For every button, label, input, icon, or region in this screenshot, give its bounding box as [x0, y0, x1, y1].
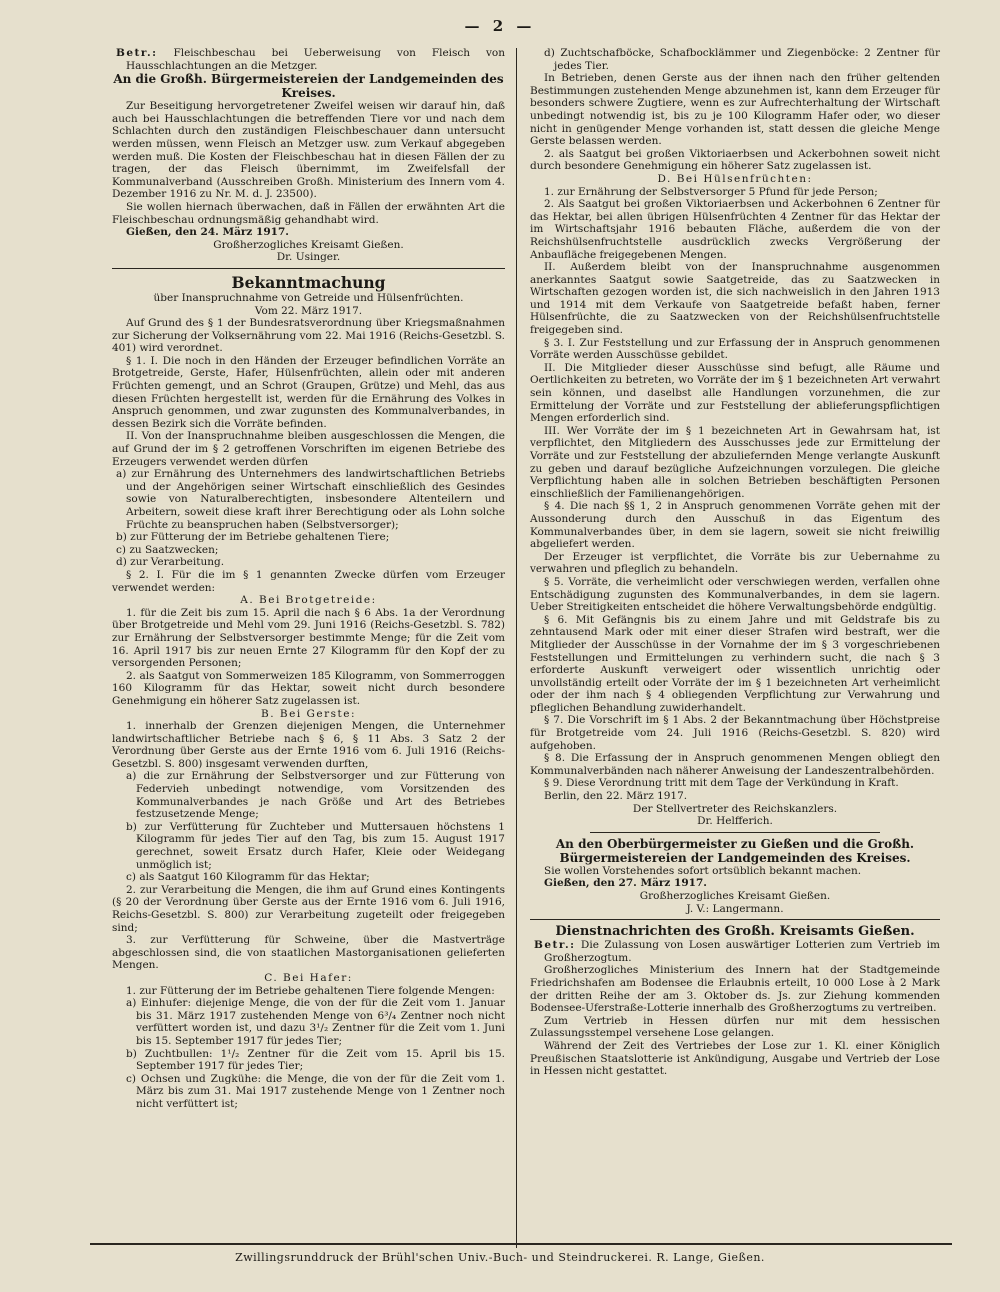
law-paragraph: § 1. I. Die noch in den Händen der Erzeuger befindlichen Vorräte an Brotgetreide, Gerste, Hafer, Hülsenfrüchten, allein oder mit anderen Früchten gemengt, und an Schrot (Graupen, Grütze) und Mehl, das aus diesen Früchten hergestellt ist, werden für die Ernährung des Volkes in Anspruch genommen, und zwar zugunsten des Kommunalverbandes, in dessen Bezirk sich die Vorräte befinden.: [112, 354, 505, 430]
section-divider: [530, 919, 940, 920]
section-divider: [112, 268, 505, 269]
law-paragraph: § 6. Mit Gefängnis bis zu einem Jahre und mit Geldstrafe bis zu zehntausend Mark oder mit einer dieser Strafen wird bestraft, wer die Mitglieder der Ausschüsse in der Vornahme der im § 3 vorgeschriebenen Feststellungen und Ermittelungen zu verhindern sucht, die nach § 3 erforderte Auskunft verweigert oder wissentlich unrichtig oder unvollständig erteilt oder Vorräte der im § 1 bezeichneten Art verheimlicht oder der ihm nach § 4 obliegenden Verpflichtung zur Verwahrung und pfleglichen Behandlung zuwiderhandelt.: [530, 613, 940, 714]
notice-paragraph: Während der Zeit des Vertriebes der Lose zur 1. Kl. einer Königlich Preußischen Staatslotterie ist Ankündigung, Ausgabe und Vertrieb der Lose in Hessen nicht gestattet.: [530, 1039, 940, 1078]
law-paragraph: 2. Als Saatgut bei großen Viktoriaerbsen und Ackerbohnen 6 Zentner für das Hektar, bei allen übrigen Hülsenfrüchten 4 Zentner für das Hektar der im Wirtschaftsjahr 1916 bebauten Fläche, außerdem die von der Reichshülsenfruchtstelle ausdrücklich zwecks Vergrößerung der Anbaufläche freigegebenen Mengen.: [530, 198, 940, 261]
right-column: [530, 47, 940, 1078]
law-item: c) Ochsen und Zugkühe: die Menge, die von der für die Zeit vom 1. März bis zum 31. Mai 1917 zustehende Menge von 1 Zentner noch nicht verfüttert ist;: [126, 1072, 505, 1110]
betr-line: [112, 47, 505, 72]
bekanntmachung-subtitle: über Inanspruchnahme von Getreide und Hülsenfrüchten.: [153, 291, 464, 304]
law-paragraph: § 7. Die Vorschrift im § 1 Abs. 2 der Bekanntmachung über Höchstpreise für Brotgetreide vom 24. Juli 1916 (Reichs-Gesetzbl. S. 820) wird aufgehoben.: [530, 714, 940, 752]
dienstnachrichten-heading: Dienstnachrichten des Großh. Kreisamts Gießen.: [555, 924, 915, 940]
law-item: d) Zuchtschafböcke, Schafbocklämmer und Ziegenböcke: 2 Zentner für jedes Tier.: [544, 47, 940, 72]
column-divider: [516, 48, 517, 1248]
law-item: a) Einhufer: diejenige Menge, die von der für die Zeit vom 1. Januar bis 31. März 1917 zustehenden Menge von 6³/₄ Zentner noch nicht verfüttert worden ist, und dazu 3¹/₂ Zentner für die Zeit vom 1. Juni bis 15. September 1917 für jedes Tier;: [126, 997, 505, 1047]
law-paragraph: § 8. Die Erfassung der in Anspruch genommenen Mengen obliegt den Kommunalverbänden nach näherer Anweisung der Landeszentralbehörden.: [530, 752, 940, 777]
betr-label: Betr.:: [534, 939, 576, 952]
law-item: c) als Saatgut 160 Kilogramm für das Hektar;: [126, 871, 370, 884]
law-paragraph: Der Erzeuger ist verpflichtet, die Vorräte bis zur Uebernahme zu verwahren und pfleglich zu behandeln.: [530, 550, 940, 576]
law-paragraph: § 5. Vorräte, die verheimlicht oder verschwiegen werden, verfallen ohne Entschädigung zugunsten des Kommunalverbandes, in dem sie lagern. Ueber Streitigkeiten entscheidet die höhere Verwaltungsbehörde endgültig.: [530, 575, 940, 614]
section-divider: [590, 832, 880, 833]
section-heading: C. Bei Hafer:: [264, 971, 353, 984]
page-number: — 2 —: [464, 17, 536, 35]
notice-paragraph: Zum Vertrieb in Hessen dürfen nur mit dem hessischen Zulassungsstempel versehene Lose gelangen.: [530, 1014, 940, 1040]
footer-divider: [90, 1243, 952, 1245]
law-paragraph: 1. zur Ernährung der Selbstversorger 5 Pfund für jede Person;: [544, 185, 878, 198]
law-item: b) zur Verfütterung für Zuchteber und Muttersauen höchstens 1 Kilogramm für jedes Tier auf den Tag, bis zum 15. August 1917 gerechnet, soweit Ersatz durch Hafer, Kleie oder Weidegang unmöglich ist;: [126, 820, 505, 871]
betr-label: Betr.:: [116, 47, 158, 59]
law-item: b) Zuchtbullen: 1¹/₂ Zentner für die Zeit vom 15. April bis 15. September 1917 für jedes Tier;: [126, 1047, 505, 1073]
law-paragraph: II. Von der Inanspruchnahme bleiben ausgeschlossen die Mengen, die auf Grund der im § 2 getroffenen Vorschriften im eigenen Betriebe des Erzeugers verwendet werden dürfen: [112, 430, 505, 468]
law-paragraph: 2. zur Verarbeitung die Mengen, die ihm auf Grund eines Kontingents (§ 20 der Verordnung über Gerste aus der Ernte 1916 vom 6. Juli 1916, Reichs-Gesetzbl. S. 800) zur Verarbeitung zugeteilt oder freigegeben sind;: [112, 883, 505, 934]
law-paragraph: III. Wer Vorräte der im § 1 bezeichneten Art in Gewahrsam hat, ist verpflichtet, den Mitgliedern des Ausschusses jede zur Ermittelung der Vorräte und zur Feststellung der abzuliefernden Menge verlangte Auskunft zu geben und darauf bezügliche Aufzeichnungen vorzulegen. Die gleiche Verpflichtung haben alle in solchen Betrieben beschäftigten Personen einschließlich der Familienangehörigen.: [530, 424, 940, 500]
bekanntmachung-date: Vom 22. März 1917.: [254, 304, 363, 317]
signature-authority: Großherzogliches Kreisamt Gießen.: [213, 238, 404, 251]
law-paragraph: Auf Grund des § 1 der Bundesratsverordnung über Kriegsmaßnahmen zur Sicherung der Volksernährung vom 22. Mai 1916 (Reichs-Gesetzbl. S. 401) wird verordnet.: [112, 317, 505, 355]
signature-name: Dr. Usinger.: [276, 251, 341, 264]
law-paragraph: 3. zur Verfütterung für Schweine, über die Mastverträge abgeschlossen sind, die von staatlichen Mastorganisationen gelieferten Mengen.: [112, 934, 505, 972]
law-paragraph: § 3. I. Zur Feststellung und zur Erfassung der in Anspruch genommenen Vorräte werden Ausschüsse gebildet.: [530, 336, 940, 362]
notice-paragraph: Sie wollen Vorstehendes sofort ortsüblich bekannt machen.: [544, 864, 862, 877]
notice-paragraph: Sie wollen hiernach überwachen, daß in Fällen der erwähnten Art die Fleischbeschau ordnungsmäßig gehandhabt wird.: [112, 200, 505, 226]
signature-name: J. V.: Langermann.: [686, 902, 784, 915]
date-line: Gießen, den 27. März 1917.: [544, 877, 707, 890]
bekanntmachung-title: Bekanntmachung: [231, 272, 386, 292]
law-paragraph: § 4. Die nach §§ 1, 2 in Anspruch genommenen Vorräte gehen mit der Aussonderung durch den Ausschuß in das Eigentum des Kommunalverbandes über, in dem sie lagern, soweit sie nicht freiwillig abgeliefert werden.: [530, 500, 940, 551]
law-paragraph: 1. innerhalb der Grenzen diejenigen Mengen, die Unternehmer landwirtschaftlicher Betriebe nach § 6, § 11 Abs. 3 Satz 2 der Verordnung über Gerste aus der Ernte 1916 vom 6. Juli 1916 (Reichs-Gesetzbl. S. 800) insgesamt verwenden durften,: [112, 720, 505, 770]
addressee-heading: An die Großh. Bürgermeistereien der Landgemeinden des Kreises.: [113, 72, 504, 101]
law-item: b) zur Fütterung der im Betriebe gehaltenen Tiere;: [116, 531, 390, 544]
addressee-heading: An den Oberbürgermeister zu Gießen und die Großh. Bürgermeistereien der Landgemeinden des Kreises.: [555, 836, 915, 865]
section-heading: A. Bei Brotgetreide:: [240, 594, 377, 607]
date-line: Berlin, den 22. März 1917.: [544, 790, 688, 803]
law-item: a) die zur Ernährung der Selbstversorger und zur Fütterung von Federvieh unbedingt notwendige, vom Vorsitzenden des Kommunalverbandes je nach Größe und Art des Betriebes festzusetzende Menge;: [126, 770, 505, 821]
law-item: a) zur Ernährung des Unternehmers des landwirtschaftlichen Betriebs und der Angehörigen seiner Wirtschaft einschließlich des Gesindes sowie von Naturalberechtigten, insbesondere Altenteilern und Arbeitern, soweit diese kraft ihrer Berechtigung oder als Lohn solche Früchte zu beanspruchen haben (Selbstversorger);: [116, 468, 505, 531]
betr-line: [530, 939, 940, 964]
law-paragraph: 2. als Saatgut bei großen Viktoriaerbsen und Ackerbohnen soweit nicht durch besondere Genehmigung ein höherer Satz zugelassen ist.: [530, 147, 940, 173]
law-item: d) zur Verarbeitung.: [116, 556, 225, 569]
printer-imprint: Zwillingsrunddruck der Brühl'schen Univ.-Buch- und Steindruckerei. R. Lange, Gießen.: [235, 1251, 765, 1264]
section-heading: D. Bei Hülsenfrüchten:: [657, 172, 813, 185]
notice-paragraph: Großherzogliches Ministerium des Innern hat der Stadtgemeinde Friedrichshafen am Bodensee die Erlaubnis erteilt, 10 000 Lose à 2 Mark der dritten Reihe der am 3. Oktober ds. Js. zur Ziehung kommenden Bodensee-Uferstraße-Lotterie innerhalb des Großherzogtums zu vertreiben.: [530, 964, 940, 1015]
law-paragraph: 1. zur Fütterung der im Betriebe gehaltenen Tiere folgende Mengen:: [126, 984, 495, 997]
section-heading: B. Bei Gerste:: [261, 707, 356, 720]
signature-authority: Großherzogliches Kreisamt Gießen.: [639, 890, 831, 902]
law-paragraph: II. Die Mitglieder dieser Ausschüsse sind befugt, alle Räume und Oertlichkeiten zu betreten, wo Vorräte der im § 1 bezeichneten Art verwahrt sein können, und daselbst alle Handlungen vorzunehmen, die zur Ermittelung der Vorräte und zur Feststellung der ablieferungspflichtigen Mengen erforderlich sind.: [530, 361, 940, 425]
left-column: [112, 47, 505, 1111]
notice-paragraph: Zur Beseitigung hervorgetretener Zweifel weisen wir darauf hin, daß auch bei Hausschlachtungen die betreffenden Tiere vor und nach dem Schlachten durch den zuständigen Fleischbeschauer dann untersucht werden müssen, wenn Fleisch an Metzger usw. zum Verkauf abgegeben werden muß. Die Kosten der Fleischbeschau hat in diesen Fällen der zu tragen, der das Fleisch übernimmt, im Zweifelsfall der Kommunalverband (Ausschreiben Großh. Ministerium des Innern vom 4. Dezember 1916 zu Nr. M. d. J. 23500).: [112, 100, 505, 201]
law-item: c) zu Saatzwecken;: [116, 543, 219, 556]
signature-name: Dr. Helfferich.: [697, 815, 773, 828]
betr-text: Die Zulassung von Losen auswärtiger Lotterien zum Vertrieb im Großherzogtum.: [544, 939, 940, 964]
law-paragraph: § 9. Diese Verordnung tritt mit dem Tage der Verkündung in Kraft.: [544, 777, 899, 790]
law-paragraph: 1. für die Zeit bis zum 15. April die nach § 6 Abs. 1a der Verordnung über Brotgetreide und Mehl vom 29. Juni 1916 (Reichs-Gesetzbl. S. 782) zur Ernährung der Selbstversorger bestimmte Menge; für die Zeit vom 16. April 1917 bis zur neuen Ernte 27 Kilogramm für den Kopf der zu versorgenden Personen;: [112, 606, 505, 670]
signature-authority: Der Stellvertreter des Reichskanzlers.: [632, 802, 838, 815]
law-paragraph: II. Außerdem bleibt von der Inanspruchnahme ausgenommen anerkanntes Saatgut sowie Saatgetreide, das zu Saatzwecken in Wirtschaften gezogen worden ist, die sich nachweislich in den Jahren 1913 und 1914 mit dem Verkaufe von Saatgetreide befaßt haben, ferner Hülsenfrüchte, die zu Saatzwecken von der Reichshülsenfruchtstelle freigegeben sind.: [530, 261, 940, 337]
law-paragraph: § 2. I. Für die im § 1 genannten Zwecke dürfen vom Erzeuger verwendet werden:: [112, 568, 505, 594]
law-paragraph: 2. als Saatgut von Sommerweizen 185 Kilogramm, von Sommerroggen 160 Kilogramm für das Hektar, soweit nicht durch besondere Genehmigung ein höherer Satz zugelassen ist.: [112, 669, 505, 707]
betr-text: Fleischbeschau bei Ueberweisung von Fleisch von Hausschlachtungen an die Metzger.: [126, 47, 505, 72]
law-paragraph: In Betrieben, denen Gerste aus der ihnen nach den früher geltenden Bestimmungen zustehenden Menge abzunehmen ist, kann dem Erzeuger für besonders schwere Zugtiere, wenn es zur Aufrechterhaltung der Wirtschaft unbedingt notwendig ist, bis zu je 100 Kilogramm Hafer oder, wo dieser nicht in genügender Menge vorhanden ist, statt dessen die gleiche Menge Gerste belassen werden.: [530, 72, 940, 148]
date-line: Gießen, den 24. März 1917.: [126, 226, 289, 239]
